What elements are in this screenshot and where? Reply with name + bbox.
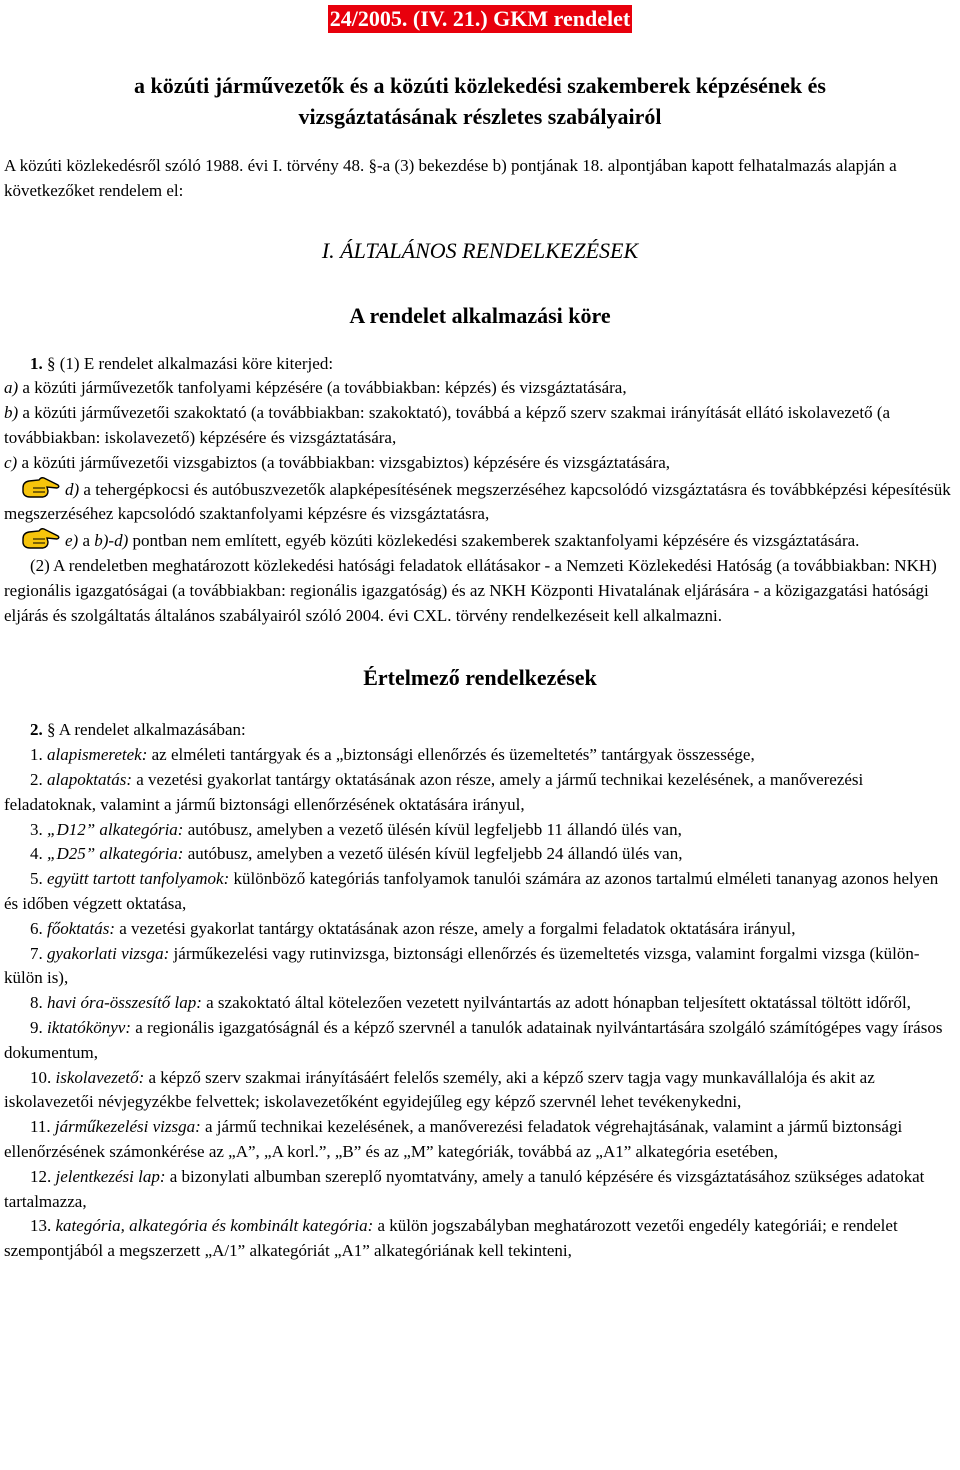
definition-term: jelentkezési lap: bbox=[55, 1166, 166, 1186]
definition-number: 1. bbox=[30, 745, 47, 765]
preamble: A közúti közlekedésről szóló 1988. évi I. törvény 48. §-a (3) bekezdése b) pontjának 18. alpontjában kapott felhatalmazás alapján a következőket rendelem el: bbox=[4, 156, 897, 200]
definition-term: gyakorlati vizsga: bbox=[47, 943, 170, 963]
s2-intro bbox=[4, 718, 956, 743]
definition-item bbox=[4, 867, 956, 917]
s1-point-c bbox=[4, 451, 956, 476]
definition-term: főoktatás: bbox=[47, 918, 115, 938]
section-title-definitions: Értelmező rendelkezések bbox=[363, 665, 597, 691]
definition-term: járműkezelési vizsga: bbox=[54, 1117, 201, 1137]
definition-number: 7. bbox=[30, 943, 47, 963]
subtitle-line-2: vizsgáztatásának részletes szabályairól bbox=[298, 104, 662, 129]
pointing-hand-icon[interactable] bbox=[21, 476, 61, 500]
definition-text: járműkezelési vagy rutinvizsga, biztonsági ellenőrzés és üzemeltetés vizsga, valamint forgalmi vizsga (külön-külön is), bbox=[4, 943, 920, 988]
definition-number: 8. bbox=[30, 993, 47, 1013]
definition-number: 5. bbox=[30, 869, 47, 889]
point-d-text: a tehergépkocsi és autóbuszvezetők alapképesítésének megszerzéséhez kapcsolódó vizsgáztatásra és továbbképzési képesítésük megszerzéséhez kapcsolódó szaktanfolyami képzésre és vizsgáztatásra, bbox=[4, 479, 951, 524]
definition-list bbox=[4, 743, 956, 1264]
s2-intro-text: § A rendelet alkalmazásában: bbox=[42, 720, 246, 740]
definition-item bbox=[4, 942, 956, 992]
definition-text: a szakoktató által kötelezően vezetett nyilvántartás az adott hónapban teljesített oktatással töltött időről, bbox=[201, 993, 911, 1013]
definition-term: alapoktatás: bbox=[47, 769, 132, 789]
definition-item bbox=[4, 842, 956, 867]
s1-number: 1. bbox=[30, 353, 43, 373]
definition-item bbox=[4, 1214, 956, 1264]
chapter-title: I. ÁLTALÁNOS RENDELKEZÉSEK bbox=[321, 237, 639, 263]
definition-number: 12. bbox=[30, 1166, 56, 1186]
definition-number: 10. bbox=[30, 1067, 56, 1087]
definition-text: a külön jogszabályban meghatározott vezetői engedély kategóriái; e rendelet szempontjából a megszerzett „A/1” alkategóriát „A1” alkategóriának kell tekinteni, bbox=[4, 1216, 898, 1261]
definition-number: 4. bbox=[30, 844, 47, 864]
s1-point-b bbox=[4, 401, 956, 451]
point-e-label: e) bbox=[65, 531, 79, 551]
definition-text: az elméleti tantárgyak és a „biztonsági ellenőrzés és üzemeltetés” tantárgyak összessége, bbox=[147, 745, 755, 765]
definition-item bbox=[4, 768, 956, 818]
point-e-mid: a bbox=[78, 531, 95, 551]
definition-term: „D25” alkategória: bbox=[47, 844, 184, 864]
document-subtitle bbox=[4, 70, 956, 132]
title-bar bbox=[4, 0, 956, 35]
definition-term: „D12” alkategória: bbox=[47, 819, 184, 839]
s1-point-e bbox=[4, 527, 956, 554]
definition-text: különböző kategóriás tanfolyamok tanulói számára az azonos tartalmú elméleti tananyag azonos helyen és időben végzett oktatása, bbox=[4, 869, 939, 913]
definition-text: a bizonylati albumban szereplő nyomtatvány, amely a tanuló képzésére és vizsgáztatásához szükséges adatokat tartalmazza, bbox=[4, 1166, 925, 1211]
subtitle-line-1: a közúti járművezetők és a közúti közlekedési szakemberek képzésének és bbox=[134, 73, 826, 98]
point-c-label: c) bbox=[4, 452, 18, 472]
s1-intro bbox=[4, 352, 956, 377]
definition-term: alapismeretek: bbox=[47, 745, 148, 765]
point-b-text: a közúti járművezetői szakoktató (a továbbiakban: szakoktató), továbbá a képző szerv szakmai irányítását ellátó iskolavezető (a továbbiakban: iskolavezető) képzésére és vizsgáztatására, bbox=[4, 403, 891, 447]
section-2-body bbox=[4, 718, 956, 1264]
definition-term: iktatókönyv: bbox=[47, 1017, 132, 1037]
point-e-ref: b)-d) bbox=[94, 531, 129, 551]
point-d-label: d) bbox=[65, 479, 80, 499]
definition-item bbox=[4, 1115, 956, 1165]
s1-point-a bbox=[4, 376, 956, 401]
definition-item bbox=[4, 917, 956, 942]
definition-item bbox=[4, 743, 956, 768]
point-a-text: a közúti járművezetők tanfolyami képzésére (a továbbiakban: képzés) és vizsgáztatására, bbox=[18, 378, 627, 398]
point-b-label: b) bbox=[4, 403, 19, 423]
document-title: 24/2005. (IV. 21.) GKM rendelet bbox=[329, 6, 631, 31]
definition-text: a regionális igazgatóságnál és a képző szervnél a tanulók adatainak nyilvántartására szolgáló számítógépes vagy írásos dokumentum, bbox=[4, 1017, 943, 1062]
point-c-text: a közúti járművezetői vizsgabiztos (a továbbiakban: vizsgabiztos) képzésére és vizsgáztatására, bbox=[17, 452, 671, 472]
definition-item bbox=[4, 1165, 956, 1215]
s1-intro-text: § (1) E rendelet alkalmazási köre kiterjed: bbox=[42, 353, 334, 373]
definition-term: kategória, alkategória és kombinált kategória: bbox=[55, 1216, 374, 1236]
definition-item bbox=[4, 818, 956, 843]
pointing-hand-icon[interactable] bbox=[21, 527, 61, 551]
definition-text: autóbusz, amelyben a vezető ülésén kívül legfeljebb 11 állandó ülés van, bbox=[183, 819, 682, 839]
point-e-text: pontban nem említett, egyéb közúti közlekedési szakemberek szaktanfolyami képzésére és vizsgáztatására. bbox=[128, 531, 860, 551]
definition-number: 2. bbox=[30, 769, 47, 789]
definition-number: 9. bbox=[30, 1017, 47, 1037]
definition-term: havi óra-összesítő lap: bbox=[47, 993, 202, 1013]
definition-number: 13. bbox=[30, 1216, 56, 1236]
definition-number: 6. bbox=[30, 918, 47, 938]
definition-text: a jármű technikai kezelésének, a manőverezési feladatok végrehajtásának, valamint a jármű biztonsági ellenőrzésének számonkérése az „A”, „A korl.”, „B” és az „M” kategóriák, továbbá az „A1” alkategória esetében, bbox=[4, 1117, 903, 1161]
s1-paragraph-2: (2) A rendeletben meghatározott közlekedési hatósági feladatok ellátásakor - a Nemzeti Közlekedési Hatóság (a továbbiakban: NKH) regionális igazgatóságai (a továbbiakban: regionális igazgatóság) és az NKH Központi Hivatalának eljárására - a közigazgatási hatósági eljárás és szolgáltatás általános szabályairól szóló 2004. évi CXL. törvény rendelkezéseit kell alkalmazni. bbox=[4, 555, 937, 625]
s2-number: 2. bbox=[30, 720, 43, 740]
definition-item bbox=[4, 1066, 956, 1116]
section-title-scope: A rendelet alkalmazási köre bbox=[349, 302, 611, 328]
definition-number: 11. bbox=[30, 1117, 55, 1137]
definition-text: a vezetési gyakorlat tantárgy oktatásának azon része, amely a forgalmi feladatok oktatására irányul, bbox=[115, 918, 796, 938]
definition-number: 3. bbox=[30, 819, 47, 839]
definition-text: autóbusz, amelyben a vezető ülésén kívül legfeljebb 24 állandó ülés van, bbox=[183, 844, 683, 864]
definition-text: a képző szerv szakmai irányításáért felelős személy, aki a képző szerv tagja vagy munkavállalója és akit az iskolavezetői névjegyzékbe felvettek; iskolavezetőként egyidejűleg egy képző szervnél lehet tevékenykedni, bbox=[4, 1067, 875, 1112]
definition-text: a vezetési gyakorlat tantárgy oktatásának azon része, amely a jármű technikai kezelésének, a manőverezési feladatoknak, valamint a jármű biztonsági ellenőrzésének oktatására irányul, bbox=[4, 769, 864, 814]
section-1-body bbox=[4, 352, 956, 629]
definition-item bbox=[4, 991, 956, 1016]
s1-point-d bbox=[4, 476, 956, 528]
definition-term: együtt tartott tanfolyamok: bbox=[47, 869, 230, 889]
point-a-label: a) bbox=[4, 378, 19, 398]
definition-term: iskolavezető: bbox=[55, 1067, 145, 1087]
definition-item bbox=[4, 1016, 956, 1066]
